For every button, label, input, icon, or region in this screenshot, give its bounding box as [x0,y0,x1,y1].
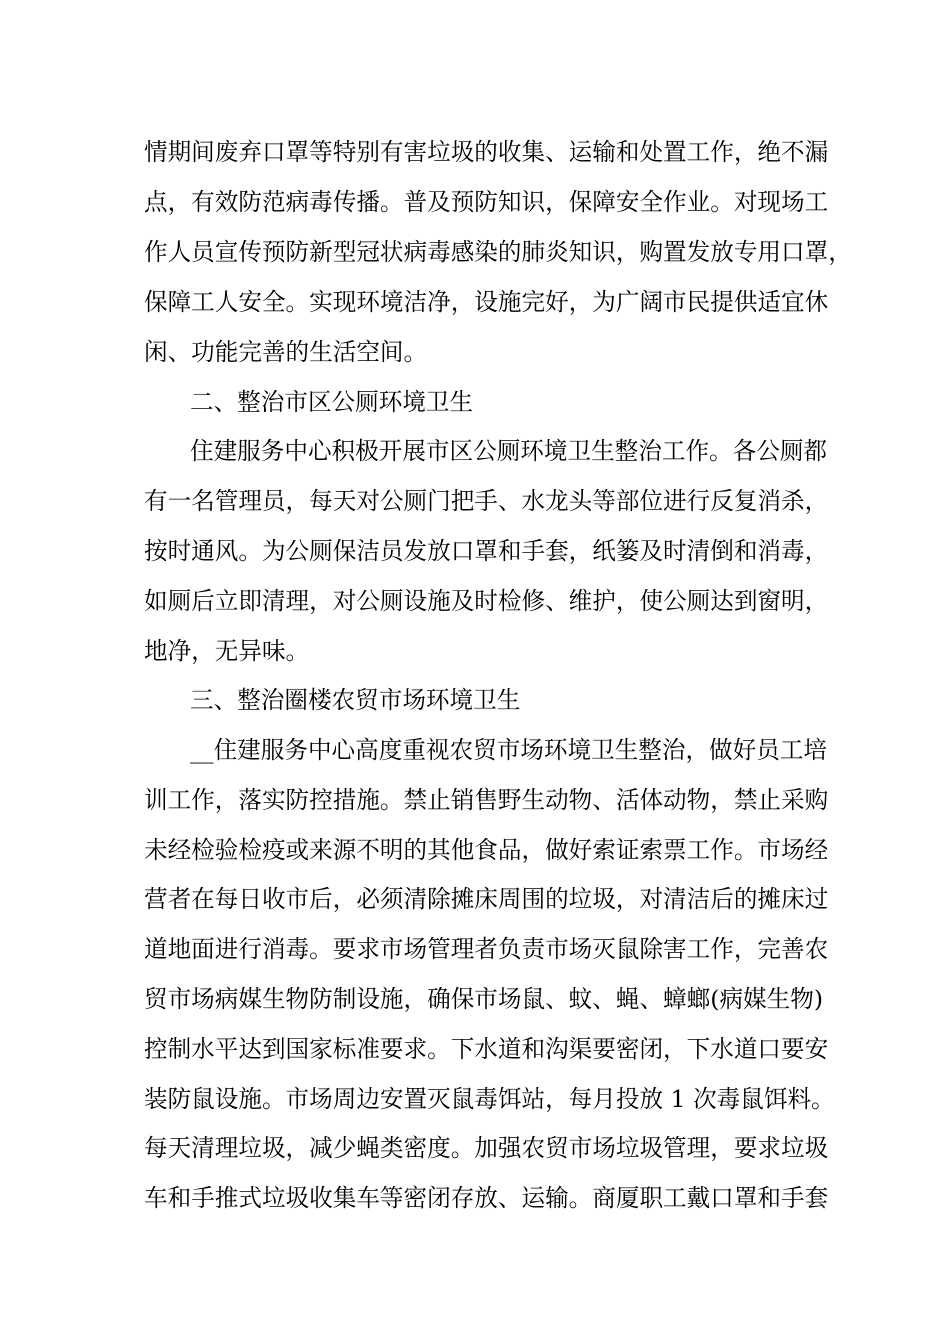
paragraph-3-line-8: 装防鼠设施。市场周边安置灭鼠毒饵站，每月投放 1 次毒鼠饵料。 [144,1085,835,1113]
paragraph-3-line-2: 训工作，落实防控措施。禁止销售野生动物、活体动物，禁止采购 [144,786,829,814]
paragraph-3-line-1: __住建服务中心高度重视农贸市场环境卫生整治，做好员工培 [190,736,828,764]
paragraph-3-line-6: 贸市场病媒生物防制设施，确保市场鼠、蚊、蝇、蟑螂(病媒生物) [144,985,824,1013]
paragraph-1-line-2: 点，有效防范病毒传播。普及预防知识，保障安全作业。对现场工 [144,188,829,216]
paragraph-3-line-10: 车和手推式垃圾收集车等密闭存放、运输。商厦职工戴口罩和手套 [144,1184,829,1212]
paragraph-3-line-5: 道地面进行消毒。要求市场管理者负责市场灭鼠除害工作，完善农 [144,935,829,963]
paragraph-3-line-7: 控制水平达到国家标准要求。下水道和沟渠要密闭，下水道口要安 [144,1035,829,1063]
paragraph-3-line-9: 每天清理垃圾，减少蝇类密度。加强农贸市场垃圾管理，要求垃圾 [144,1134,829,1162]
paragraph-2-line-2: 有一名管理员，每天对公厕门把手、水龙头等部位进行反复消杀， [144,487,829,515]
paragraph-3-line-3: 未经检验检疫或来源不明的其他食品，做好索证索票工作。市场经 [144,836,829,864]
paragraph-1-line-4: 保障工人安全。实现环境洁净，设施完好，为广阔市民提供适宜休 [144,288,829,316]
paragraph-2-line-1: 住建服务中心积极开展市区公厕环境卫生整治工作。各公厕都 [190,437,828,465]
paragraph-1-line-3: 作人员宣传预防新型冠状病毒感染的肺炎知识，购置发放专用口罩， [144,238,852,266]
paragraph-3-line-4: 营者在每日收市后，必须清除摊床周围的垃圾，对清洁后的摊床过 [144,885,829,913]
paragraph-1-line-5: 闲、功能完善的生活空间。 [144,338,428,366]
paragraph-2-line-5: 地净，无异味。 [144,637,310,665]
paragraph-1-line-1: 情期间废弃口罩等特别有害垃圾的收集、运输和处置工作，绝不漏 [144,138,829,166]
section-heading-2: 二、整治市区公厕环境卫生 [190,388,474,416]
paragraph-2-line-4: 如厕后立即清理，对公厕设施及时检修、维护，使公厕达到窗明， [144,587,829,615]
paragraph-2-line-3: 按时通风。为公厕保洁员发放口罩和手套，纸篓及时清倒和消毒， [144,537,829,565]
section-heading-3: 三、整治圈楼农贸市场环境卫生 [190,686,521,714]
